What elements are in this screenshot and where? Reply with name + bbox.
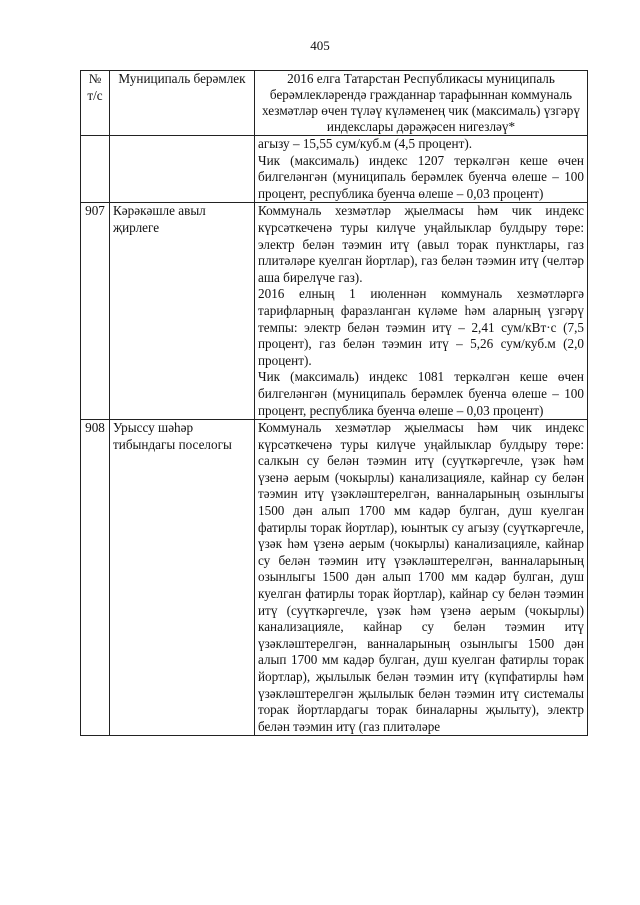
paragraph: агызу – 15,55 сум/куб.м (4,5 процент). (258, 136, 473, 151)
header-municipality: Муниципаль берәмлек (110, 71, 255, 136)
row-number (81, 136, 110, 203)
row-number: 908 (81, 420, 110, 736)
header-description: 2016 елга Татарстан Республикасы муниципаль берәмлекләрендә гражданнар тарафыннан коммуналь хезмәтләр өчен түләү күләменең чик (максималь) үзгәрү индекслары дәрәҗәсен нигезләү* (255, 71, 588, 136)
paragraph: Коммуналь хезмәтләр җыелмасы һәм чик индекс күрсәткеченә туры килүче уңайлыклар булдыру төре: салкын су белән тәэмин итү (суүткәргечле, үзәк һәм үзенә аерым (чокырлы) канализацияле, кайнар су белән тәэмин итү үзәкләштерелгән, ванналарының озынлыгы 1500 дән алып 1700 мм кадәр булган, душ куелган фатирлы торак йортлар), юынтык су агызу (суүткәргечле, үзәк һәм үзенә аерым (чокырлы) канализацияле, кайнар су белән тәэмин итү үзәкләштерелгән, ванналарының озынлыгы 1500 дән алып 1700 мм кадәр булган, душ куелган фатирлы торак йортлар), кайнар су белән тәэмин итү (суүткәргечле, үзәк һәм үзенә аерым (чокырлы) канализацияле, кайнар су белән тәэмин итү үзәкләштерелгән, ванналарының озынлыгы 1500 дән алып 1700 мм кадәр булган, душ куелган фатирлы торак йортлар), җылылык белән тәэмин итү (күпфатирлы һәм үзәкләштерелгән җылылык белән тәэмин итү системалы торак йортлардагы торак биналарны җылыту), электр белән тәэмин итү (газ плитәләре (258, 420, 584, 734)
row-description (255, 203, 588, 420)
table-row-continuation (81, 136, 588, 203)
table-header-row (81, 71, 588, 136)
row-municipality (110, 136, 255, 203)
table-row-907 (81, 203, 588, 420)
row-description (255, 420, 588, 736)
paragraph: Коммуналь хезмәтләр җыелмасы һәм чик индекс күрсәткеченә туры килүче уңайлыклар булдыру төре: электр белән тәэмин итү (авыл торак пунктлары, газ плитәләре куелган йортлар), газ белән тәэмин итү (челтәр аша бирелүче газ). (258, 203, 584, 285)
row-description (255, 136, 588, 203)
row-municipality: Урыссу шәһәр тибындагы поселогы (110, 420, 255, 736)
paragraph: Чик (максималь) индекс 1207 теркәлгән кеше өчен билгеләнгән (муниципаль берәмлек буенча өлеше – 100 процент, республика буенча өлеше – 0,03 процент) (258, 152, 584, 201)
page-number: 405 (310, 38, 330, 53)
header-number: № т/с (81, 71, 110, 136)
row-municipality: Кәрәкәшле авыл җирлеге (110, 203, 255, 420)
paragraph: 2016 елның 1 июленнән коммуналь хезмәтләргә тарифларның фаразланган күләме һәм аларның үзгәрү темпы: электр белән тәэмин итү – 2,41 сум/кВт·с (7,5 процент), газ белән тәэмин итү – 5,26 сум/куб.м (2,0 процент). (258, 286, 584, 368)
table-row-908 (81, 420, 588, 736)
paragraph: Чик (максималь) индекс 1081 теркәлгән кеше өчен билгеләнгән (муниципаль берәмлек буенча өлеше – 100 процент, республика буенча өлеше – 0,03 процент) (258, 369, 584, 418)
row-number: 907 (81, 203, 110, 420)
tariff-index-table (80, 70, 588, 736)
